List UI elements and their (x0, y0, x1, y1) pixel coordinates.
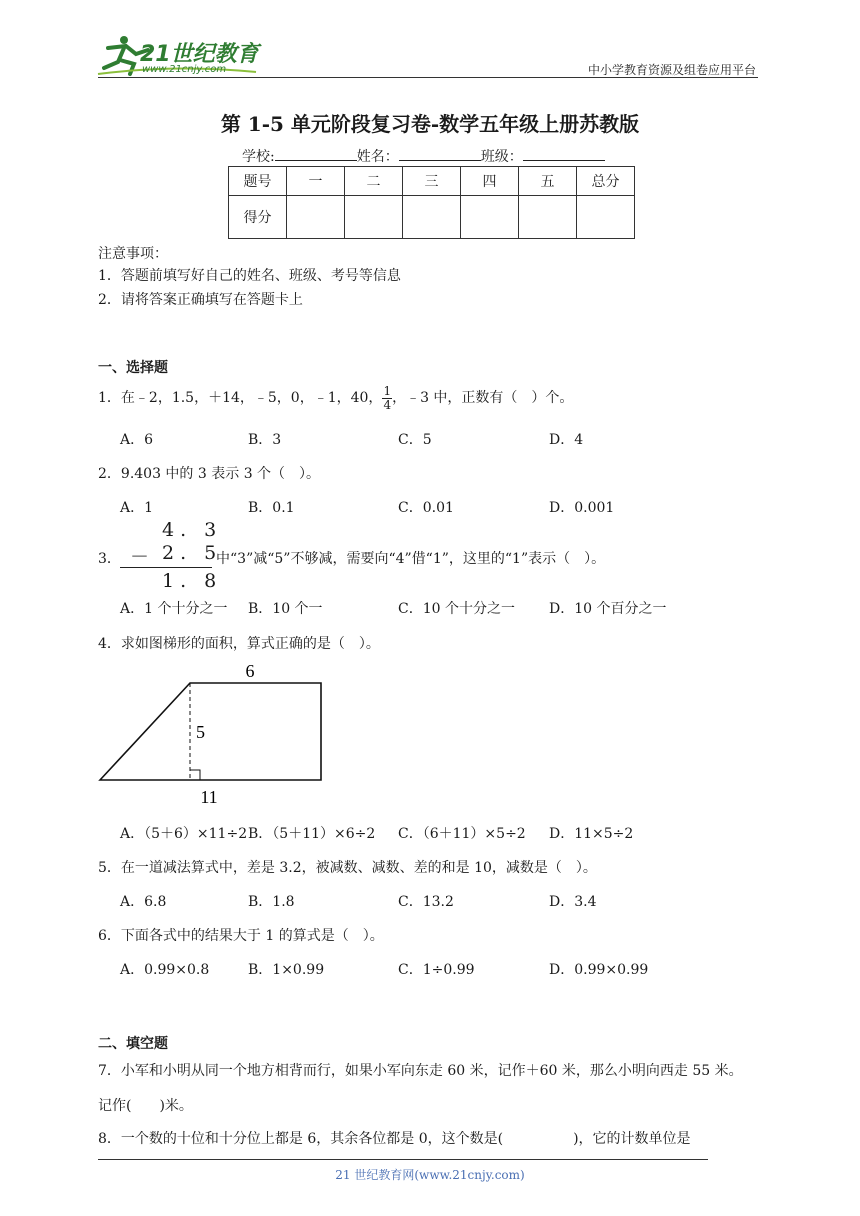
q6-option-d[interactable]: D．0.99×0.99 (549, 962, 649, 978)
trapezoid-figure (96, 660, 331, 810)
question-1 (98, 384, 573, 412)
school-blank[interactable] (275, 146, 357, 161)
q1-stem-a: 1．在﹣2，1.5，＋14，﹣5，0，﹣1，40， (98, 390, 383, 406)
q4-option-d[interactable]: D．11×5÷2 (549, 826, 634, 842)
score-cell[interactable] (403, 196, 461, 239)
page-title: 第 1-5 单元阶段复习卷-数学五年级上册苏教版 (220, 112, 640, 136)
label-top-base: 6 (245, 661, 255, 681)
footer-text[interactable]: 21 世纪教育网(www.21cnjy.com) (335, 1168, 525, 1182)
q1-option-c[interactable]: C．5 (398, 432, 432, 448)
note-item: 1．答题前填写好自己的姓名、班级、考号等信息 (98, 268, 401, 284)
q4-option-a[interactable]: A．（5＋6）×11÷2 (120, 826, 248, 842)
score-cell[interactable] (577, 196, 635, 239)
school-label: 学校: (242, 149, 275, 165)
score-cell[interactable] (519, 196, 577, 239)
q3-subtraction-line (120, 567, 212, 568)
q6-option-c[interactable]: C．1÷0.99 (398, 962, 475, 978)
question-7-line-1: 7．小军和小明从同一个地方相背而行，如果小军向东走 60 米，记作＋60 米，那么小明向西走 55 米。 (98, 1063, 743, 1079)
score-cell[interactable] (461, 196, 519, 239)
q2-option-a[interactable]: A．1 (120, 500, 154, 516)
name-blank[interactable] (399, 146, 481, 161)
notes-heading: 注意事项： (98, 246, 168, 262)
q1-option-d[interactable]: D．4 (549, 432, 584, 448)
q4-option-b[interactable]: B．（5＋11）×6÷2 (248, 826, 376, 842)
q5-option-a[interactable]: A．6.8 (120, 894, 167, 910)
q3-subtrahend: 2. 5 (162, 542, 223, 564)
q3-stem: 中“3”减“5”不够减，需要向“4”借“1”，这里的“1”表示（ ）。 (216, 551, 606, 567)
logo-url: www.21cnjy.com (142, 64, 227, 75)
q1-option-a[interactable]: A．6 (120, 432, 154, 448)
q3-option-a[interactable]: A．1 个十分之一 (120, 601, 228, 617)
score-header-cell: 三 (403, 167, 461, 196)
score-row-label: 得分 (229, 196, 287, 239)
q3-option-b[interactable]: B．10 个一 (248, 601, 323, 617)
score-header-cell: 总分 (577, 167, 635, 196)
logo-text: 21世纪教育 (140, 42, 259, 67)
q1-stem-b: ，﹣3 中，正数有（ ）个。 (392, 390, 574, 406)
score-header-cell: 四 (461, 167, 519, 196)
q3-difference: 1. 8 (162, 570, 223, 592)
question-2: 2．9.403 中的 3 表示 3 个（ ）。 (98, 466, 321, 482)
score-header-cell: 一 (287, 167, 345, 196)
score-cell[interactable] (287, 196, 345, 239)
right-angle-mark (190, 770, 200, 780)
footer-divider (98, 1159, 708, 1160)
q4-option-c[interactable]: C．（6＋11）×5÷2 (398, 826, 526, 842)
note-item: 2．请将答案正确填写在答题卡上 (98, 292, 303, 308)
q3-number: 3． (98, 551, 121, 567)
question-6: 6．下面各式中的结果大于 1 的算式是（ ）。 (98, 928, 384, 944)
fraction-numerator: 1 (383, 383, 392, 398)
q6-option-b[interactable]: B．1×0.99 (248, 962, 325, 978)
question-8-line-1: 8．一个数的十位和十分位上都是 6，其余各位都是 0，这个数是( )，它的计数单位是 (98, 1131, 691, 1147)
score-cell[interactable] (345, 196, 403, 239)
q1-fraction (382, 385, 392, 412)
label-height: 5 (196, 722, 205, 742)
platform-name: 中小学教育资源及组卷应用平台 (587, 63, 756, 77)
fraction-denominator: 4 (383, 397, 392, 412)
class-label: 班级： (480, 149, 523, 165)
q6-option-a[interactable]: A．0.99×0.8 (120, 962, 210, 978)
score-header-cell: 五 (519, 167, 577, 196)
q3-option-d[interactable]: D．10 个百分之一 (549, 601, 667, 617)
header-divider (98, 77, 758, 78)
score-table (228, 166, 635, 239)
question-5: 5．在一道减法算式中，差是 3.2，被减数、减数、差的和是 10，减数是（ ）。 (98, 860, 597, 876)
score-header-cell: 二 (345, 167, 403, 196)
question-7-line-2: 记作( )米。 (98, 1098, 193, 1114)
student-info-line (242, 146, 605, 166)
section-heading: 二、填空题 (98, 1036, 168, 1052)
q3-option-c[interactable]: C．10 个十分之一 (398, 601, 515, 617)
trapezoid-shape (100, 683, 321, 780)
q2-option-c[interactable]: C．0.01 (398, 500, 454, 516)
q2-option-d[interactable]: D．0.001 (549, 500, 615, 516)
name-label: 姓名： (356, 149, 399, 165)
label-bottom-base: 11 (200, 787, 218, 807)
q5-option-c[interactable]: C．13.2 (398, 894, 454, 910)
q1-option-b[interactable]: B．3 (248, 432, 282, 448)
score-header-cell: 题号 (229, 167, 287, 196)
q5-option-d[interactable]: D．3.4 (549, 894, 597, 910)
section-heading: 一、选择题 (98, 360, 168, 376)
q3-minus-sign: － (130, 546, 156, 568)
class-blank[interactable] (523, 146, 605, 161)
q3-minuend: 4. 3 (162, 519, 223, 541)
q2-option-b[interactable]: B．0.1 (248, 500, 295, 516)
question-4: 4．求如图梯形的面积，算式正确的是（ ）。 (98, 636, 380, 652)
q5-option-b[interactable]: B．1.8 (248, 894, 295, 910)
